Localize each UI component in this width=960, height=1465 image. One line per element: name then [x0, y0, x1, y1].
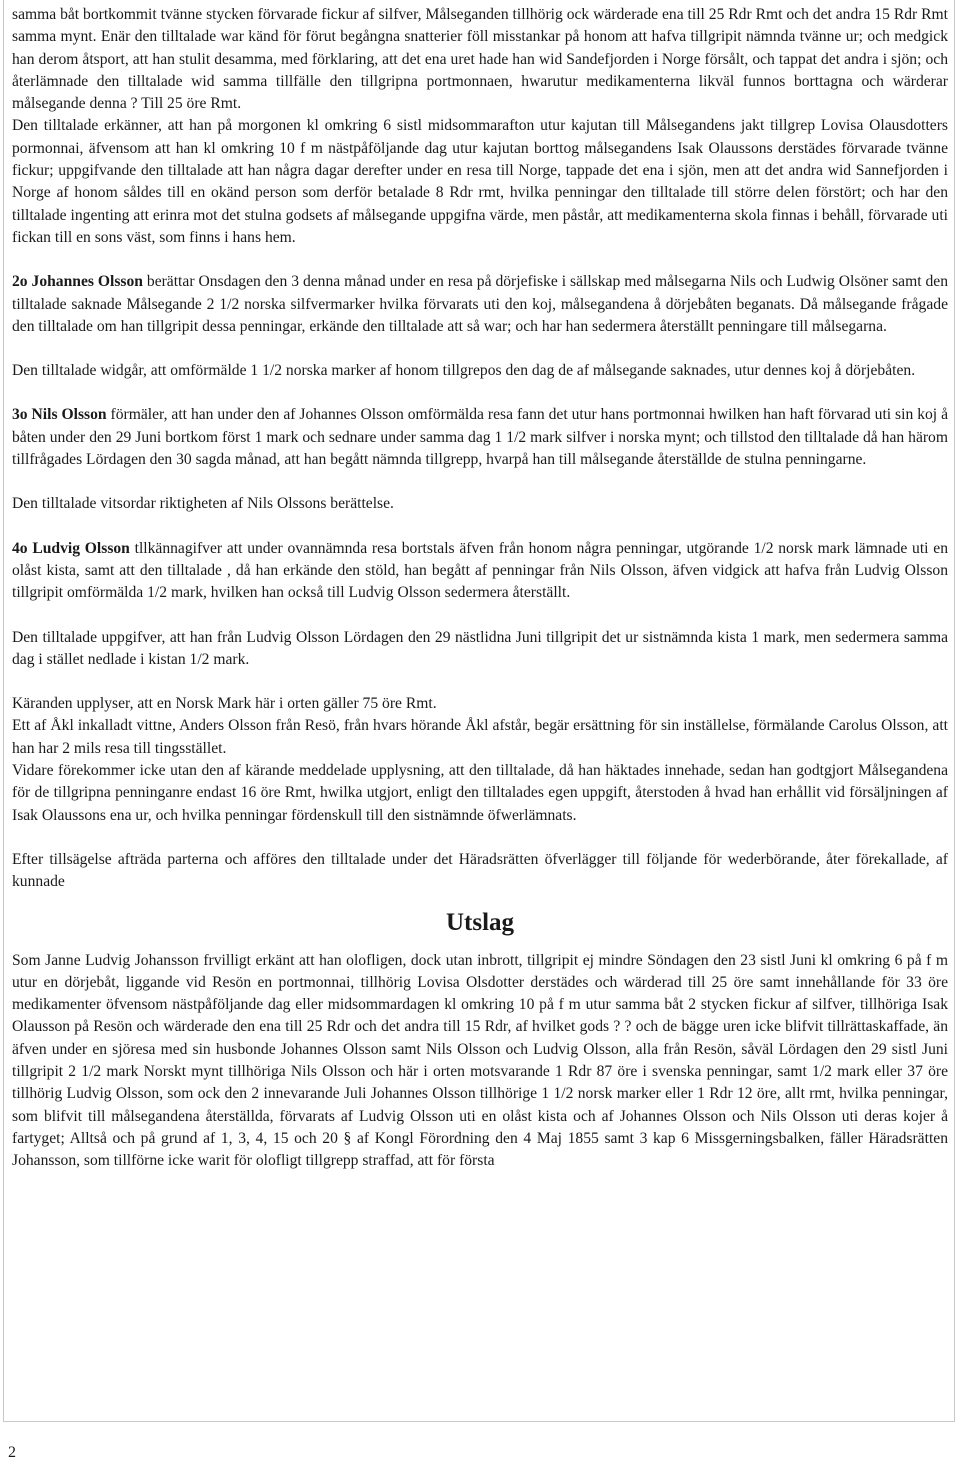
witness-name: 2o Johannes Olsson	[12, 273, 143, 291]
paragraph: 4o Ludvig Olsson tllkännagifver att under ovannämnda resa bortstals äfven från honom några penningar, utgörande 1/2 norsk mark lämnade uti en olåst kista, samt att den tilltalade , då han erkände den stöld, han begått af penningar från Nils Olsson, äfven vidgick att hafva från Ludvig Olsson tillgripit omförmälda 1/2 mark, hvilken han också till Ludvig Olsson sedermera återställt.	[12, 539, 948, 602]
paragraph: Efter tillsägelse afträda parterna och afföres den tilltalade under det Häradsrätten öfverlägger till följande för wederbörande, åter förekallade, af kunnade	[12, 850, 948, 891]
paragraph: Käranden upplyser, att en Norsk Mark här i orten gäller 75 öre Rmt.	[12, 695, 437, 713]
paragraph: Vidare förekommer icke utan den af kärande meddelade upplysning, att den tilltalade, då han häktades innehade, sedan han godtgjort Målsegandena för de tillgripna penninganre endast 16 öre Rmt, hwilka utgjort, enligt den tilltalades egen uppgift, återstoden å hvad han erhållit vid försäljningen af Isak Olaussons ena ur, och hvilka penningar fördenskull till den sistnämnde öfwerlämnats.	[12, 762, 948, 824]
paragraph: Den tilltalade widgår, att omförmälde 1 1/2 norska marker af honom tillgrepos den dag de af målsegande saknades, utur dennes koj å dörjebåten.	[12, 362, 916, 380]
paragraph: 2o Johannes Olsson berättar Onsdagen den 3 denna månad under en resa på dörjefiske i sällskap med målsegarna Nils och Ludwig Olsöner samt den tilltalade saknade Målsegande 2 1/2 norska silfvermarker hvilka förvarats uti den koj, målsegandena å dörjebåten beganats. Då målsegande frågade den tilltalade om han tillgripit dessa penningar, erkände den tilltalade att så war; och har han sedermera återställt penningare till målsegarna.	[12, 273, 949, 335]
paragraph: Den tilltalade uppgifver, att han från Ludvig Olsson Lördagen den 29 nästlidna Juni tillgripit det ur sistnämnda kista 1 mark, men sedermera samma dag i stället nedlade i kistan 1/2 mark.	[12, 628, 948, 668]
paragraph: Ett af Åkl inkalladt vittne, Anders Olsson från Resö, från hvars hörande Åkl afstår, begär ersättning för sin inställelse, förmälande Carolus Olsson, att han har 2 mils resa till tingsstället.	[12, 717, 948, 757]
paragraph: Den tilltalade vitsordar riktigheten af Nils Olssons berättelse.	[12, 495, 394, 513]
paragraph: Som Janne Ludvig Johansson frvilligt erkänt att han olofligen, dock utan inbrott, tillgripit ej mindre Söndagen den 23 sistl Juni kl omkring 6 på f m utur en dörjebåt, liggande vid Resön en portmonnai, tillhörig Lovisa Olsdotter derstädes och wärderad till 25 öre samt innehållande för 33 öre medikamenter öfvensom nästpåföljande dag eller midsommardagen kl omkring 10 på f m utur samma båt 2 stycken fickur af silfver, tillhöriga Isak Olausson på Resön och wärderade den ena till 25 Rdr och det andra till 15 Rdr, af hvilket gods ? ? och de bägge uren icke blifvit tillrättaskaffade, än äfven under en sjöresa med sin husbonde Johannes Olsson samt Nils Olsson och Ludvig Olsson, alla från Resön, såväl Lördagen den 29 sistl Juni tillgripit 2 1/2 mark Norskt mynt tillhöriga Nils Olsson och här i orten motsvarande 1 Rdr 87 öre i svenska penningar, samt 1/2 mark eller 37 öre tillhörig Ludvig Olsson, som ock den 2 innevarande Juli Johannes Olsson tillhörige 1 1/2 norsk marker eller 1 Rdr 12 öre, allt rmt, hvilka penningar, som blifvit till målsegandena återställda, förvarats af Ludvig Olsson uti en olåst kista och af Johannes Olsson och Nils Olsson uti deras kojer å fartyget; Alltså och på grund af 1, 3, 4, 15 och 20 § af Kongl Förordning den 4 Maj 1855 samt 3 kap 6 Missgerningsbalken, fäller Häradsrätten Johansson, som tillförne icke warit för olofligt tillgrepp straffad, att för första	[12, 951, 948, 1170]
document-body	[12, 4, 948, 1172]
paragraph: samma båt bortkommit tvänne stycken förvarade fickur af silfver, Målseganden tillhörig ock wärderade ena till 25 Rdr Rmt och det andra 15 Rdr Rmt samma mynt. Enär den tilltalade war känd för förut begångna snatterier föll misstankar på honom att hafva tillgripit nämnda tvänne ur; och medgick han derom åtsport, att han stulit desamma, med förklaring, att det ena uret hade han wid Sandefjorden i Norge försålt, och tappat det andra i sjön; och återlämnade den tilltalade wid samma tillfälle den tillgripna portmonnaen, hwarutur medikamenterna likväl funnos borttagna och wärderar målsegande denna ? Till 25 öre Rmt.	[12, 6, 948, 113]
paragraph: Den tilltalade erkänner, att han på morgonen kl omkring 6 sistl midsommarafton utur kajutan till Målsegandens jakt tillgrep Lovisa Olausdotters pormonnai, äfvensom att han kl omkring 10 f m nästpåföljande dag utur kajutan borttog målsegandens Isak Olaussons derstädes förvarade tvänne fickur; uppgifvande den tilltalade att han några dagar derefter under en resa till Norge, tappade det ena i sjön, men att det andra wid Sannefjorden i Norge af honom såldes till en okänd person som derför betalade 8 Rdr rmt, hvilka penningar den tilltalade till större delen förstört; och har den tilltalade ingenting att erinra mot det stulna godsets af målsegande uppgifna värde, men påstår, att medikamenterna skola finnas i behåll, förvarade uti fickan till en sons väst, som finns i hans hem.	[12, 117, 948, 246]
witness-name: 3o Nils Olsson	[12, 406, 107, 424]
witness-name: 4o Ludvig Olsson	[12, 539, 130, 557]
page-number: 2	[8, 1444, 16, 1461]
section-heading: Utslag	[445, 908, 515, 936]
paragraph: 3o Nils Olsson förmäler, att han under den af Johannes Olsson omförmälda resa fann det utur hans portmonnai hwilken han haft förvarad uti sin koj å båten under den 29 Juni bortkom först 1 mark och sednare under samma dag 1 1/2 mark silfver i norska mynt; och tillstod den tilltalade då han härom tillfrågades Lördagen den 30 sagda månad, att han begått nämnda tillgrepp, hvarpå han till målsegande återställde de stulna penningarne.	[12, 406, 948, 469]
